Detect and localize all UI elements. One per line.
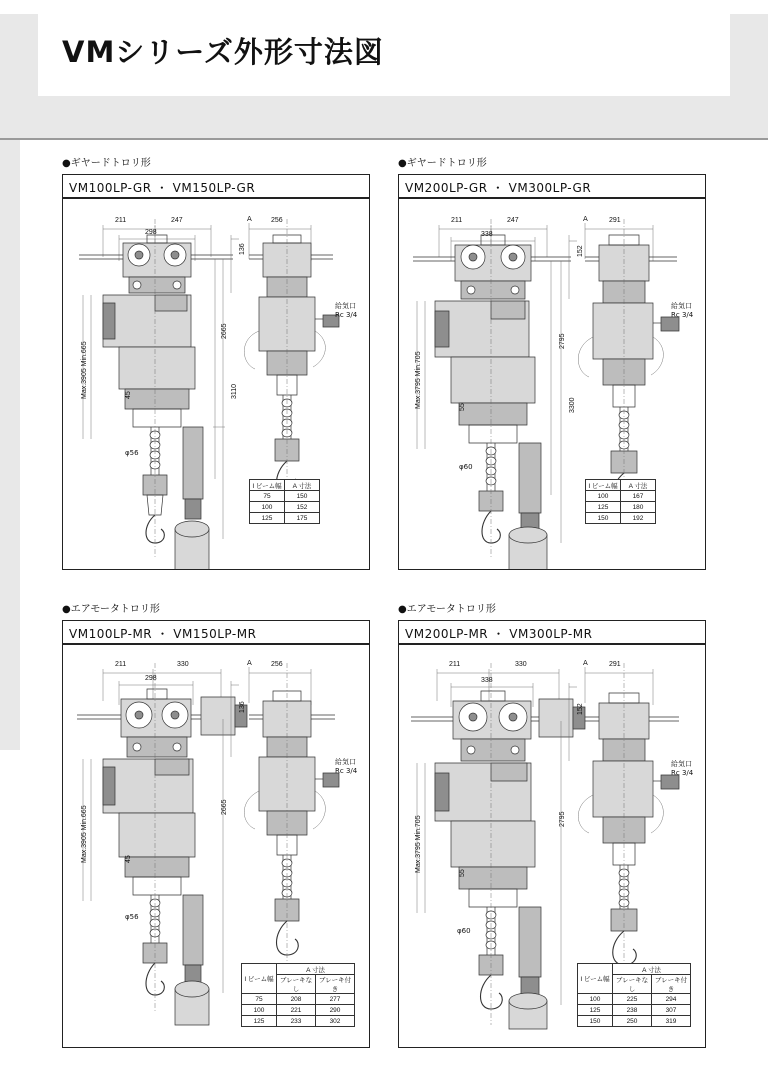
dim-4-211: 211 [449,661,461,668]
spec-3-r1-c0: 100 [242,1005,277,1016]
spec-2-r0-c0: 100 [586,491,621,502]
spec-4-head-2: ブレーキなし [613,975,652,994]
spec-4-r2-c2: 319 [652,1016,691,1027]
panel-bullet-1: ●ギヤードトロリ形 [62,158,151,169]
dim-4-2795: 2795 [559,811,566,827]
label-3-air-port: 給気口 [335,758,356,766]
dim-1-45: 45 [125,391,132,399]
panel-model-box-4 [398,620,706,644]
spec-2-r0-c1: 167 [621,491,656,502]
spec-1-r2-c1: 175 [285,513,320,524]
spec-3-r0-c2: 277 [316,994,355,1005]
spec-4-r2-c0: 150 [578,1016,613,1027]
spec-table-2 [585,479,656,524]
table-row [242,1005,355,1016]
panel-drawing-1 [62,198,370,570]
panel-drawing-2 [398,198,706,570]
panel-vm200-300-mr [398,604,706,1048]
spec-4-r2-c1: 250 [613,1016,652,1027]
label-2-air-thread: Rc 3/4 [671,311,694,319]
panel-model-label-1: VM100LP-GR ・ VM150LP-GR [69,181,256,195]
table-row [586,513,656,524]
spec-3-head-2: ブレーキなし [277,975,316,994]
spec-4-r1-c0: 125 [578,1005,613,1016]
dim-1-hook: φ56 [125,449,139,457]
dim-2-2795: 2795 [559,333,566,349]
dim-3-330: 330 [177,661,189,668]
dim-4-338: 338 [481,677,493,684]
panel-bullet-3: ●エアモータトロリ形 [62,604,160,615]
dim-1-136: 136 [239,243,246,255]
dim-2-338: 338 [481,231,493,238]
drawing-svg-1 [63,199,369,569]
table-row [578,994,691,1005]
dim-1-211: 211 [115,217,127,224]
dim-3-256: 256 [271,661,283,668]
spec-1-r1-c1: 152 [285,502,320,513]
dim-4-A-label: A [583,659,588,667]
header-divider [0,138,768,140]
panel-bullet-2: ●ギヤードトロリ形 [398,158,487,169]
label-1-air-thread: Rc 3/4 [335,311,358,319]
spec-4-r0-c1: 225 [613,994,652,1005]
label-4-air-thread: Rc 3/4 [671,769,694,777]
panel-vm200-300-gr [398,158,706,570]
dim-3-maxmin: Max.3905 Min.665 [81,805,88,863]
dim-1-3110: 3110 [231,383,238,399]
panel-model-box-2 [398,174,706,198]
spec-table-3 [241,963,355,1027]
left-white-band [0,752,20,1077]
dim-4-55: 55 [459,869,466,877]
table-row [578,1005,691,1016]
label-2-air-port: 給気口 [671,302,692,310]
spec-2-head-1: A 寸法 [621,480,656,491]
dim-2-247: 247 [507,217,519,224]
left-gray-band [0,140,20,750]
dim-4-330: 330 [515,661,527,668]
spec-3-r1-c1: 221 [277,1005,316,1016]
spec-table-1 [249,479,320,524]
table-row [586,502,656,513]
dim-2-55: 55 [459,403,466,411]
table-row [586,491,656,502]
dim-2-211: 211 [451,217,463,224]
spec-1-head-0: I ビーム幅 [250,480,285,491]
spec-1-r2-c0: 125 [250,513,285,524]
spec-4-r0-c0: 100 [578,994,613,1005]
dim-2-291: 291 [609,217,621,224]
dim-2-maxmin: Max.3795 Min.705 [415,351,422,409]
panel-model-label-4: VM200LP-MR ・ VM300LP-MR [405,627,593,641]
spec-2-r1-c1: 180 [621,502,656,513]
panel-model-box-1 [62,174,370,198]
spec-1-head-1: A 寸法 [285,480,320,491]
panel-model-label-2: VM200LP-GR ・ VM300LP-GR [405,181,592,195]
dim-2-hook: φ60 [459,463,473,471]
dim-3-45: 45 [125,855,132,863]
table-row [250,502,320,513]
table-row [242,994,355,1005]
dim-1-247: 247 [171,217,183,224]
spec-3-r1-c2: 290 [316,1005,355,1016]
label-1-air-port: 給気口 [335,302,356,310]
spec-3-r2-c0: 125 [242,1016,277,1027]
label-3-air-thread: Rc 3/4 [335,767,358,775]
dim-3-298: 298 [145,675,157,682]
dim-4-hook: φ60 [457,927,471,935]
label-4-air-port: 給気口 [671,760,692,768]
spec-table-4 [577,963,691,1027]
table-row [250,491,320,502]
spec-4-r1-c1: 238 [613,1005,652,1016]
panel-vm100-150-gr [62,158,370,570]
dim-3-136: 136 [239,701,246,713]
dim-3-211: 211 [115,661,127,668]
dim-4-152: 152 [577,703,584,715]
panel-bullet-4: ●エアモータトロリ形 [398,604,496,615]
spec-3-r0-c1: 208 [277,994,316,1005]
spec-1-r1-c0: 100 [250,502,285,513]
dim-3-hook: φ56 [125,913,139,921]
panel-drawing-3 [62,644,370,1048]
spec-3-head-1: A 寸法 [277,964,355,975]
dim-1-maxmin: Max.3905 Min.665 [81,341,88,399]
spec-1-r0-c1: 150 [285,491,320,502]
page-title: VMシリーズ外形寸法図 [62,35,384,69]
table-row [242,1016,355,1027]
dim-2-A-label: A [583,215,588,223]
dim-3-A-label: A [247,659,252,667]
dim-2-152: 152 [577,245,584,257]
dim-4-maxmin: Max.3795 Min.705 [415,815,422,873]
table-row [250,513,320,524]
table-row [578,1016,691,1027]
spec-3-r2-c1: 233 [277,1016,316,1027]
dim-1-2665: 2665 [221,323,228,339]
spec-3-r2-c2: 302 [316,1016,355,1027]
spec-2-r1-c0: 125 [586,502,621,513]
spec-2-r2-c1: 192 [621,513,656,524]
spec-1-r0-c0: 75 [250,491,285,502]
panel-drawing-4 [398,644,706,1048]
spec-4-r1-c2: 307 [652,1005,691,1016]
spec-4-r0-c2: 294 [652,994,691,1005]
dim-3-2665: 2665 [221,799,228,815]
dim-1-298: 298 [145,229,157,236]
spec-2-r2-c0: 150 [586,513,621,524]
spec-3-r0-c0: 75 [242,994,277,1005]
spec-4-head-0: I ビーム幅 [578,964,613,994]
spec-4-head-3: ブレーキ付き [652,975,691,994]
dim-1-256: 256 [271,217,283,224]
dim-2-3300: 3300 [569,397,576,413]
drawing-svg-2 [399,199,705,569]
panel-vm100-150-mr [62,604,370,1048]
dim-1-A-label: A [247,215,252,223]
spec-4-head-1: A 寸法 [613,964,691,975]
spec-2-head-0: I ビーム幅 [586,480,621,491]
panel-model-box-3 [62,620,370,644]
spec-3-head-0: I ビーム幅 [242,964,277,994]
spec-3-head-3: ブレーキ付き [316,975,355,994]
dim-4-291: 291 [609,661,621,668]
panel-model-label-3: VM100LP-MR ・ VM150LP-MR [69,627,257,641]
